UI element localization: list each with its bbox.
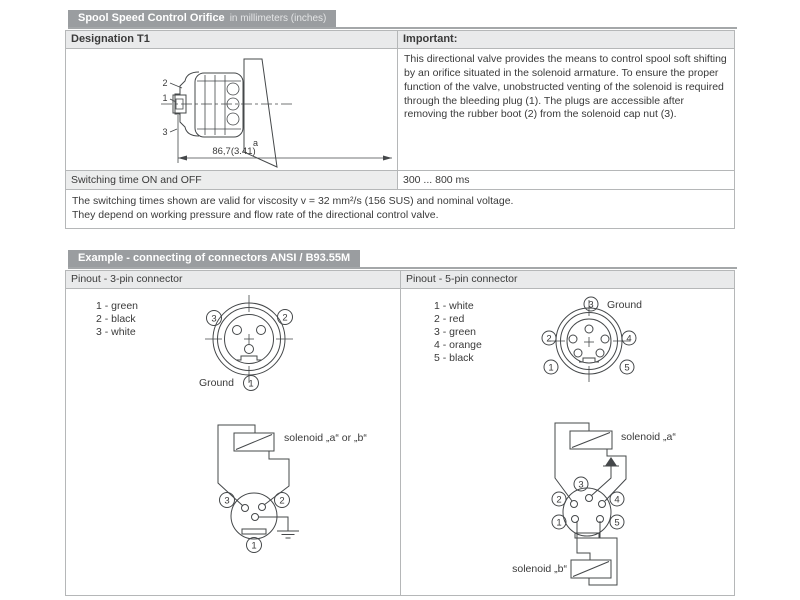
pin-socket: [574, 349, 582, 357]
valve-drawing-cell: [66, 49, 398, 170]
pinout5-header: Pinout - 5-pin connector: [401, 271, 734, 288]
section2-title: Example - connecting of connectors ANSI / B93.55M: [78, 252, 351, 264]
pin5-legend-1: 1 - white: [434, 300, 474, 312]
section1-subtitle: in millimeters (inches): [229, 13, 327, 24]
footnote-line1: The switching times shown are valid for viscosity v = 32 mm²/s (156 SUS) and nominal voltage.: [72, 195, 514, 207]
pin5-connector-face: [542, 297, 642, 382]
pin3-legend-3: 3 - white: [96, 326, 136, 338]
pin3-label-1: 1: [248, 378, 254, 390]
wire: [264, 451, 289, 505]
pin3-solenoid-label: solenoid „a“ or „b“: [284, 432, 367, 444]
pin3-label-2: 2: [282, 312, 288, 324]
pin3-wiring-schematic: [218, 425, 367, 553]
section1-title-block: [68, 10, 336, 27]
pin5-wire-label-2: 2: [556, 494, 562, 506]
pin3-connector-face: [199, 295, 293, 391]
pinout3-diagram: [66, 289, 399, 595]
pin5-wiring-schematic: [512, 423, 676, 585]
important-text: This directional valve provides the means to control spool soft shifting by an orifice situated in the solenoid armature. To ensure the proper function of the valve, unobstructed venting of the solenoid is required through the bleeding plug (1). The plugs are accessible after removing the rubber boot (2) from the solenoid cap nut (3).: [404, 53, 727, 121]
pin3-ground-label: Ground: [198, 377, 234, 389]
wire: [589, 521, 617, 585]
keyway: [242, 529, 266, 534]
pin-socket: [233, 326, 242, 335]
section2-title-bar: [68, 248, 737, 269]
pin3-wire-label-3: 3: [224, 495, 230, 507]
pin3-legend-1: 1 - green: [96, 300, 139, 312]
pin-socket: [569, 335, 577, 343]
pin5-ground-label: Ground: [607, 299, 643, 311]
pin3-wire-label-2: 2: [279, 495, 285, 507]
pinout3-cell: [66, 289, 401, 595]
pin5-legend-4: 4 - orange: [434, 339, 482, 351]
designation-header: Designation T1: [66, 31, 398, 48]
table-row: [66, 49, 734, 171]
table-row: [66, 289, 734, 595]
switching-time-label: Switching time ON and OFF: [66, 171, 398, 189]
solenoid-cap-nut: [195, 73, 243, 137]
pin5-label-5: 5: [624, 362, 630, 374]
table-row: [66, 190, 734, 228]
pin-socket: [257, 326, 266, 335]
switching-time-value: 300 ... 800 ms: [403, 174, 470, 186]
pin3-wire-label-1: 1: [251, 540, 257, 552]
table-row: [66, 31, 734, 49]
footnote-line2: They depend on working pressure and flow rate of the directional control valve.: [72, 209, 439, 222]
callout-3: 3: [162, 127, 168, 137]
pinout5-cell: [401, 289, 734, 595]
pin-socket: [596, 349, 604, 357]
pin5-legend-5: 5 - black: [434, 352, 474, 364]
callout-1: 1: [162, 93, 168, 103]
dimension-label: 86,7(3.41): [212, 146, 256, 157]
ground-wire: [591, 466, 611, 496]
pin5-legend-2: 2 - red: [434, 313, 465, 325]
pin5-label-4: 4: [626, 333, 632, 345]
pin5-solenoid-b-label: solenoid „b“: [512, 563, 567, 575]
pin5-solenoid-a-label: solenoid „a“: [621, 431, 676, 443]
earth-ground-symbol: [603, 457, 619, 466]
pinout-table: [65, 270, 735, 596]
important-header: Important:: [398, 31, 734, 48]
pin-socket: [585, 325, 593, 333]
section1-title-bar: [68, 8, 737, 29]
pin5-wire-label-1: 1: [556, 517, 562, 529]
keyway: [236, 356, 262, 360]
pin-socket: [245, 345, 254, 354]
earth-ground-symbol: [277, 531, 299, 538]
footnote: [66, 190, 734, 228]
wire: [605, 449, 626, 501]
section1-title: Spool Speed Control Orifice: [78, 12, 225, 24]
pin5-wire-label-4: 4: [614, 494, 620, 506]
pin5-label-2: 2: [546, 333, 552, 345]
pinout5-diagram: [401, 289, 736, 595]
valve-body-label: a: [253, 138, 259, 148]
wire: [577, 521, 590, 560]
section2-title-block: [68, 250, 360, 267]
table-row: [66, 171, 734, 190]
wire: [555, 423, 589, 501]
table-row: [66, 271, 734, 289]
connector-outline: [231, 493, 277, 539]
designation-table: [65, 30, 735, 229]
valve-drawing: [66, 49, 397, 169]
pin5-wire-label-5: 5: [614, 517, 620, 529]
pin5-wire-label-3: 3: [578, 479, 584, 491]
pin3-label-3: 3: [211, 313, 217, 325]
callout-2: 2: [162, 78, 168, 88]
pin-socket: [601, 335, 609, 343]
pinout3-header: Pinout - 3-pin connector: [66, 271, 401, 288]
pin5-label-1: 1: [548, 362, 554, 374]
pin3-legend-2: 2 - black: [96, 313, 136, 325]
pin5-legend-3: 3 - green: [434, 326, 477, 338]
pin5-label-3: 3: [588, 299, 594, 311]
